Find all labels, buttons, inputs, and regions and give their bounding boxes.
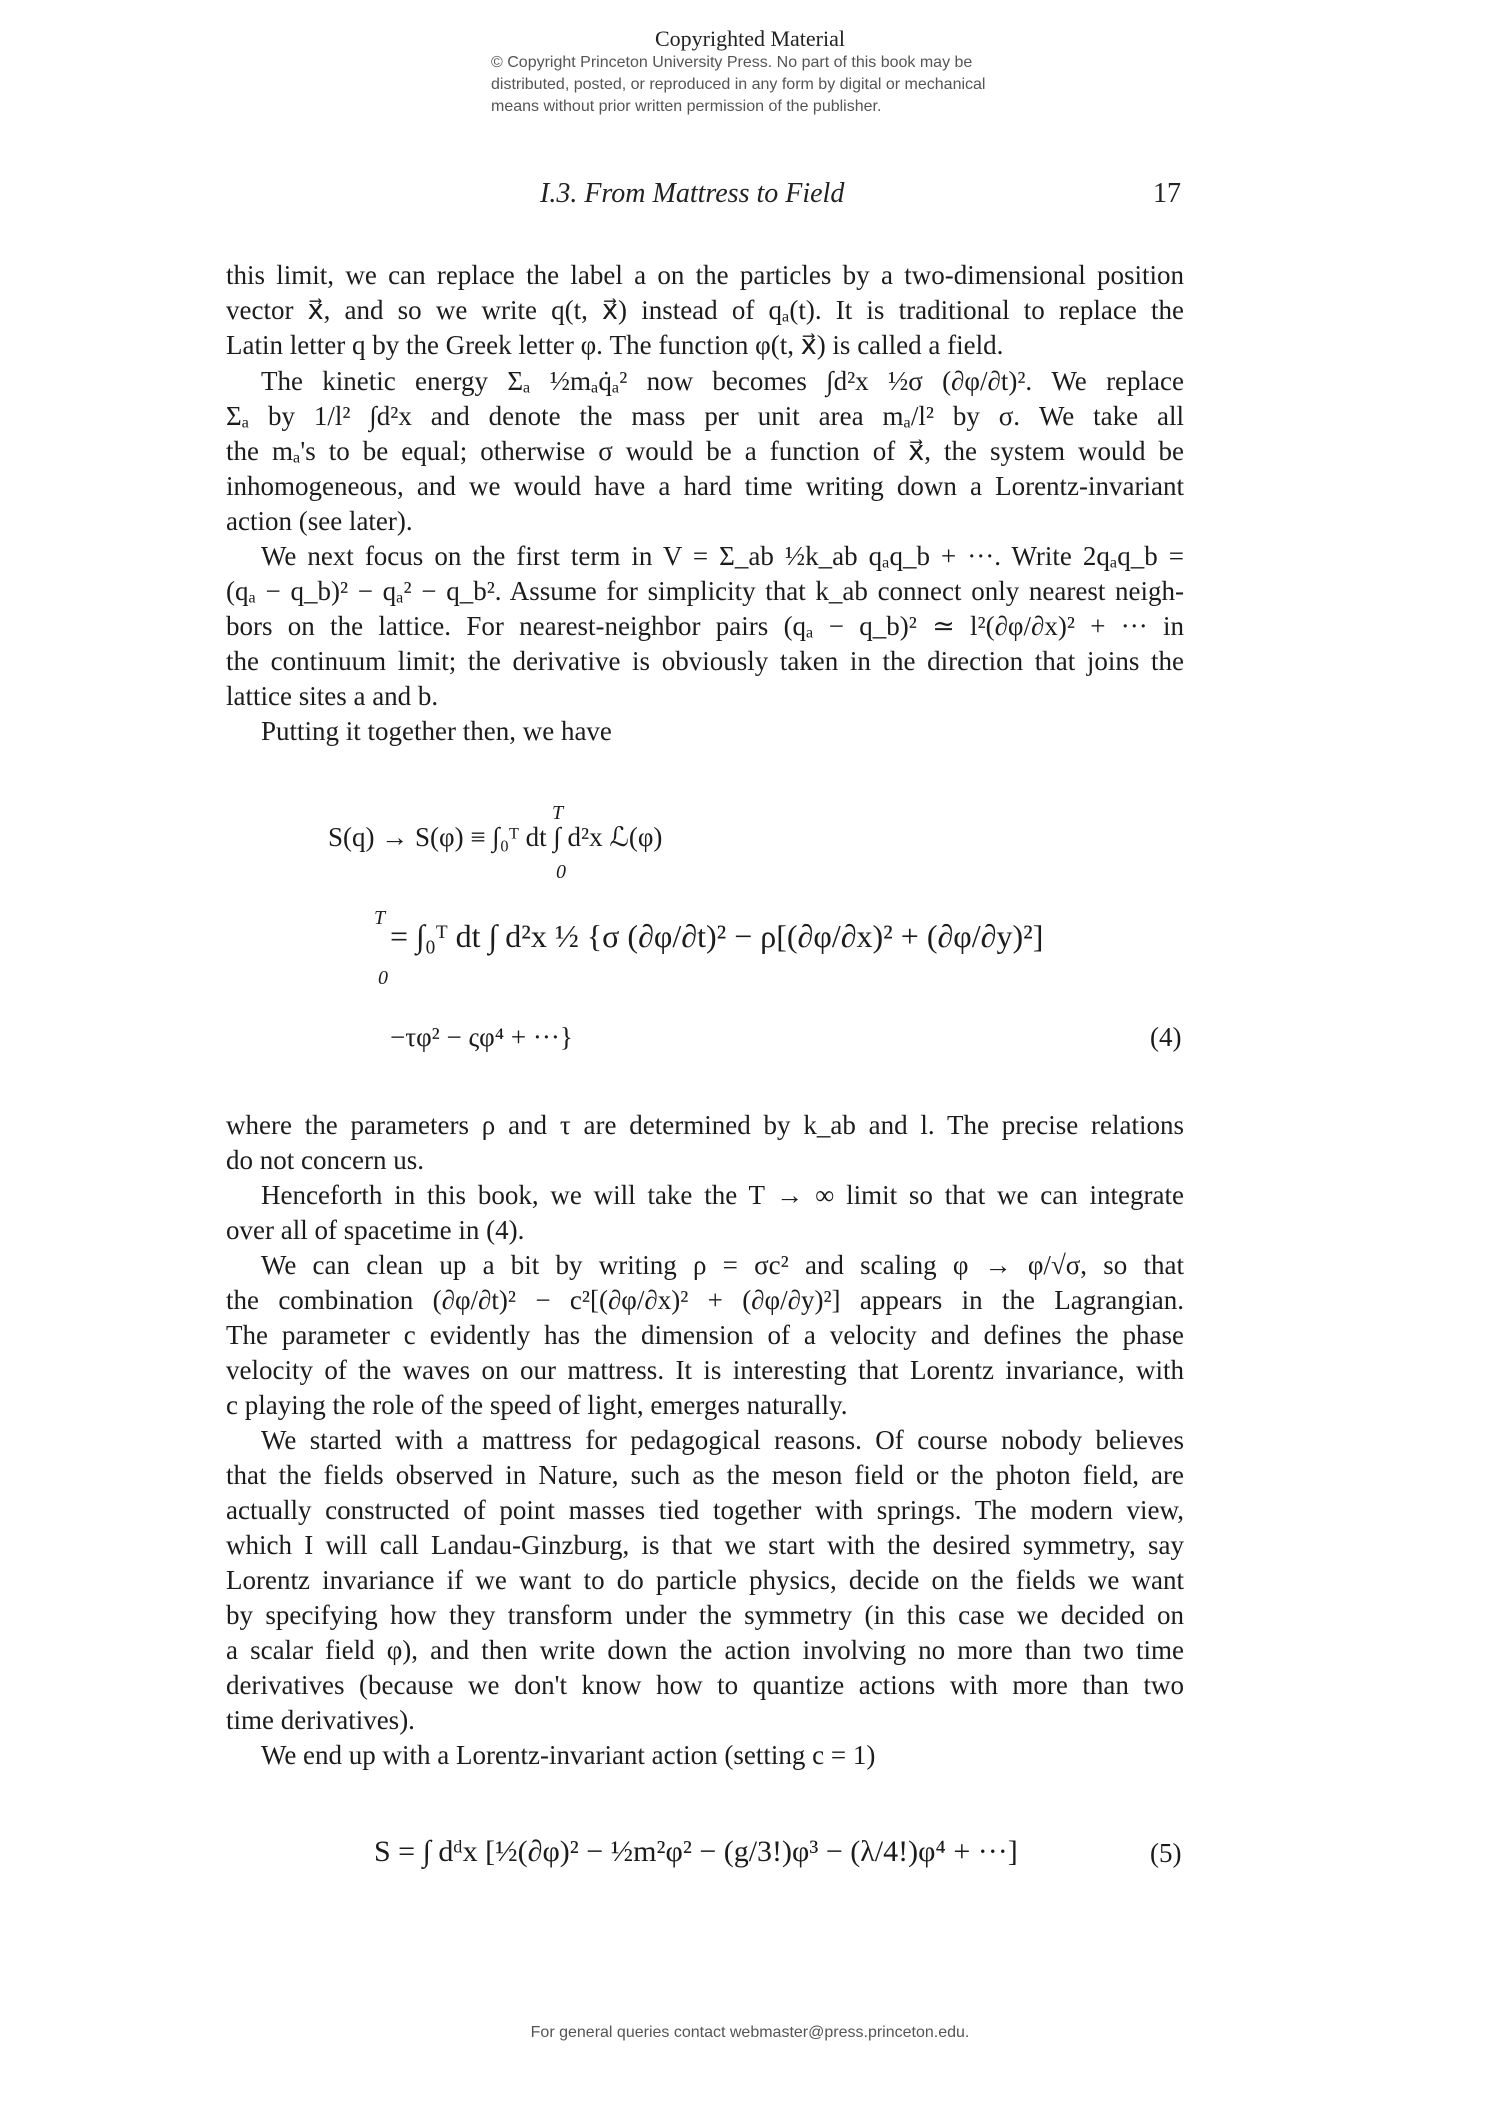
- text-line: derivatives (because we don't know how to quantize actions with more than two: [226, 1670, 1184, 1700]
- text-line: We end up with a Lorentz-invariant action (setting c = 1): [261, 1740, 876, 1770]
- equation-number-5: (5): [1150, 1838, 1182, 1868]
- text-line: Latin letter q by the Greek letter φ. The function φ(t, x⃗) is called a field.: [226, 330, 1004, 360]
- text-line: (qₐ − q_b)² − qₐ² − q_b². Assume for simplicity that k_ab connect only nearest neigh-: [226, 576, 1184, 606]
- copyright-line: © Copyright Princeton University Press. No part of this book may be: [491, 54, 973, 71]
- equation-4-line-1: S(q) → S(φ) ≡ ∫₀ᵀ dt ∫ d²x ℒ(φ): [328, 822, 663, 852]
- text-line: that the fields observed in Nature, such as the meson field or the photon field, are: [226, 1460, 1184, 1490]
- text-line: by specifying how they transform under the symmetry (in this case we decided on: [226, 1600, 1184, 1630]
- text-line: the combination (∂φ/∂t)² − c²[(∂φ/∂x)² + (∂φ/∂y)²] appears in the Lagrangian.: [226, 1285, 1184, 1315]
- text-line: The parameter c evidently has the dimension of a velocity and defines the phase: [226, 1320, 1184, 1350]
- text-line: the continuum limit; the derivative is obviously taken in the direction that joins the: [226, 646, 1184, 676]
- text-line: a scalar field φ), and then write down the action involving no more than two time: [226, 1635, 1184, 1665]
- equation-number-4: (4): [1150, 1022, 1182, 1052]
- page-number: 17: [1153, 178, 1181, 209]
- text-line: c playing the role of the speed of light, emerges naturally.: [226, 1390, 848, 1420]
- text-line: The kinetic energy Σₐ ½mₐq̇ₐ² now becomes ∫d²x ½σ (∂φ/∂t)². We replace: [261, 366, 1184, 396]
- text-line: velocity of the waves on our mattress. It is interesting that Lorentz invariance, with: [226, 1355, 1184, 1385]
- text-line: bors on the lattice. For nearest-neighbor pairs (qₐ − q_b)² ≃ l²(∂φ/∂x)² + ··· in: [226, 611, 1184, 641]
- copyright-title: Copyrighted Material: [654, 26, 845, 51]
- text-line: Putting it together then, we have: [261, 716, 612, 746]
- integral-lower-limit-0: 0: [556, 861, 566, 883]
- equation-4-line-2: = ∫₀ᵀ dt ∫ d²x ½ {σ (∂φ/∂t)² − ρ[(∂φ/∂x)² + (∂φ/∂y)²]: [390, 918, 1044, 954]
- text-line: which I will call Landau-Ginzburg, is that we start with the desired symmetry, say: [226, 1530, 1184, 1560]
- integral-upper-limit-T: T: [552, 802, 564, 824]
- text-line: Σₐ by 1/l² ∫d²x and denote the mass per unit area mₐ/l² by σ. We take all: [226, 401, 1184, 431]
- text-line: where the parameters ρ and τ are determined by k_ab and l. The precise relations: [226, 1110, 1184, 1140]
- equation-5: S = ∫ dᵈx [½(∂φ)² − ½m²φ² − (g/3!)φ³ − (λ/4!)φ⁴ + ···]: [374, 1835, 1018, 1868]
- copyright-line: distributed, posted, or reproduced in any form by digital or mechanical: [491, 76, 986, 93]
- text-line: We started with a mattress for pedagogical reasons. Of course nobody believes: [261, 1425, 1184, 1455]
- text-line: We next focus on the first term in V = Σ_ab ½k_ab qₐq_b + ···. Write 2qₐq_b =: [261, 541, 1184, 571]
- text-line: lattice sites a and b.: [226, 681, 439, 711]
- running-title: I.3. From Mattress to Field: [540, 178, 845, 209]
- text-line: over all of spacetime in (4).: [226, 1215, 525, 1245]
- footer-contact: For general queries contact webmaster@press.princeton.edu.: [530, 2024, 970, 2041]
- text-line: actually constructed of point masses tied together with springs. The modern view,: [226, 1495, 1184, 1525]
- equation-4-line-3: −τφ² − ςφ⁴ + ···}: [390, 1022, 573, 1052]
- text-line: We can clean up a bit by writing ρ = σc² and scaling φ → φ/√σ, so that: [261, 1250, 1184, 1280]
- text-line: Lorentz invariance if we want to do particle physics, decide on the fields we want: [226, 1565, 1184, 1595]
- text-line: Henceforth in this book, we will take the T → ∞ limit so that we can integrate: [261, 1180, 1184, 1210]
- copyright-line: means without prior written permission of the publisher.: [491, 98, 882, 115]
- text-line: the mₐ's to be equal; otherwise σ would be a function of x⃗, the system would be: [226, 436, 1184, 466]
- text-line: vector x⃗, and so we write q(t, x⃗) instead of qₐ(t). It is traditional to replace the: [226, 295, 1184, 325]
- text-line: time derivatives).: [226, 1705, 415, 1735]
- integral-upper-limit-T: T: [374, 907, 386, 929]
- integral-lower-limit-0: 0: [378, 967, 388, 989]
- text-line: this limit, we can replace the label a on the particles by a two-dimensional position: [226, 260, 1184, 290]
- text-line: inhomogeneous, and we would have a hard time writing down a Lorentz-invariant: [226, 471, 1184, 501]
- text-line: action (see later).: [226, 506, 413, 536]
- text-line: do not concern us.: [226, 1145, 424, 1175]
